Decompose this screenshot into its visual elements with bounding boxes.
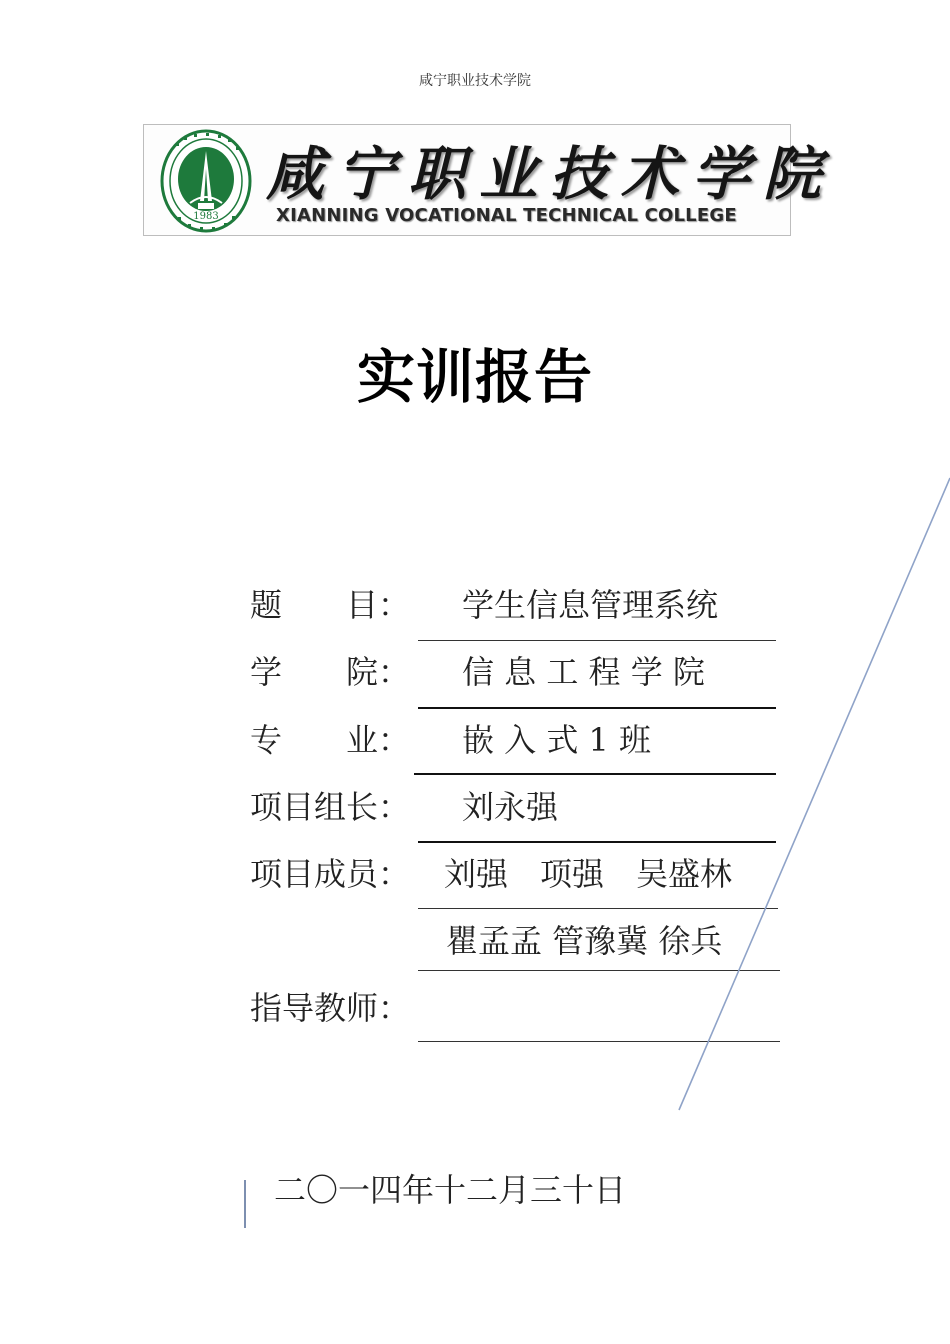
date-accent-bar bbox=[244, 1180, 246, 1228]
members-line-1: 刘强 项强 吴盛林 bbox=[444, 855, 733, 893]
report-title: 实训报告 bbox=[356, 343, 593, 411]
college-value: 信 息 工 程 学 院 bbox=[462, 653, 705, 691]
major-value: 嵌 入 式 1 班 bbox=[462, 721, 652, 759]
topic-label: 题 目： bbox=[250, 586, 411, 624]
topic-value: 学生信息管理系统 bbox=[462, 586, 719, 624]
banner-chinese-name: 咸宁职业技术学院 bbox=[266, 140, 835, 208]
college-label: 学 院： bbox=[250, 653, 411, 691]
seal-year: 1983 bbox=[193, 211, 219, 222]
members-line-2: 瞿孟孟 管豫冀 徐兵 bbox=[446, 922, 723, 960]
report-date: 二〇一四年十二月三十日 bbox=[274, 1171, 627, 1209]
major-label: 专 业： bbox=[250, 721, 411, 759]
banner-english-name: XIANNING VOCATIONAL TECHNICAL COLLEGE bbox=[276, 205, 737, 226]
leader-label: 项目组长： bbox=[250, 788, 411, 826]
page-header: 咸宁职业技术学院 bbox=[419, 73, 531, 89]
leader-value: 刘永强 bbox=[462, 788, 559, 826]
advisor-label: 指导教师： bbox=[250, 989, 411, 1027]
members-label: 项目成员： bbox=[250, 855, 411, 893]
